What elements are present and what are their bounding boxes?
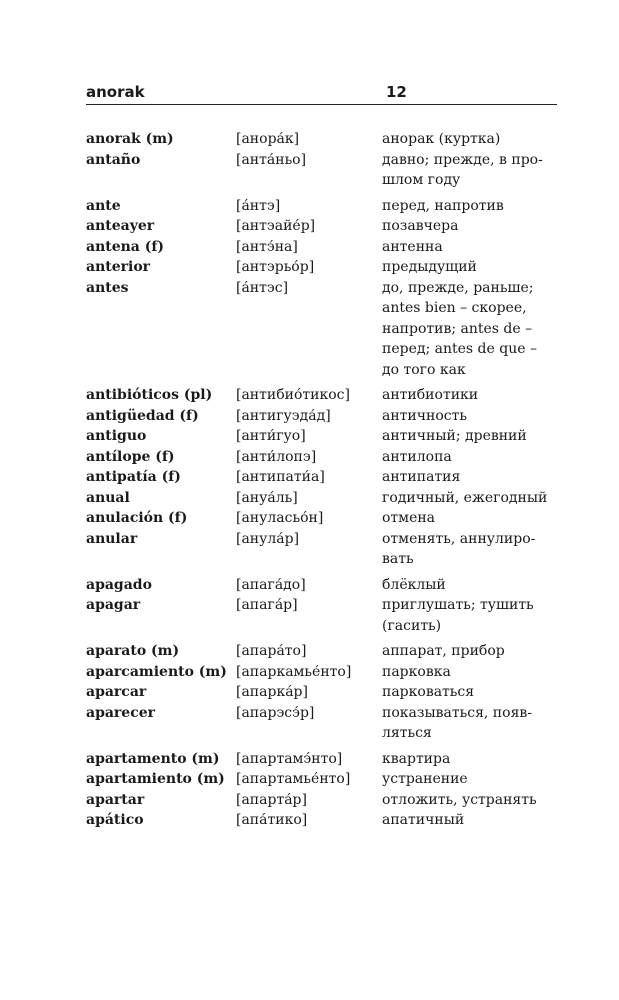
entry-term: aparcamiento (m) <box>86 663 227 680</box>
entry-term: apartar <box>86 791 145 808</box>
entry-pronunciation: [апарка́р] <box>236 684 308 700</box>
translation-line: позавчера <box>382 218 459 234</box>
entry-translation <box>382 196 557 217</box>
entry-pronunciation: [анти́лопэ] <box>236 448 317 465</box>
entry-term: apagar <box>86 597 141 613</box>
translation-line: квартира <box>382 750 451 767</box>
dictionary-entry <box>86 278 557 381</box>
translation-line: до того как <box>382 361 466 378</box>
translation-line: до, прежде, раньше; <box>382 279 534 296</box>
translation-line: апатичный <box>382 812 465 828</box>
translation-line: антипатия <box>382 469 461 485</box>
entry-pronunciation: [а́нтэ] <box>236 197 281 214</box>
entry-term: anular <box>86 530 138 547</box>
entry-translation <box>382 385 557 406</box>
entry-term: antes <box>86 279 129 296</box>
dictionary-entry <box>86 662 557 683</box>
entry-pronunciation: [апа́тико] <box>236 812 308 828</box>
entry-pronunciation: [анти́гуо] <box>236 428 306 444</box>
running-header <box>86 82 557 105</box>
entry-term: apartamento (m) <box>86 750 220 767</box>
entry-term: antipatía (f) <box>86 469 181 485</box>
entry-pronunciation: [антигуэда́д] <box>236 407 331 424</box>
dictionary-entry <box>86 216 557 237</box>
entry-translation <box>382 406 557 427</box>
entry-translation <box>382 237 557 258</box>
dictionary-entry <box>86 575 557 596</box>
dictionary-entry <box>86 769 557 790</box>
entry-translation <box>382 682 557 703</box>
translation-line: отмена <box>382 510 436 526</box>
dictionary-entry <box>86 406 557 427</box>
translation-line: парковка <box>382 663 451 680</box>
translation-line: приглушать; тушить <box>382 597 534 613</box>
translation-line: отменять, аннулиро- <box>382 530 536 547</box>
dictionary-entry <box>86 385 557 406</box>
entry-pronunciation: [апарэсэ́р] <box>236 704 315 721</box>
entry-pronunciation: [антэайе́р] <box>236 218 316 234</box>
entry-translation <box>382 257 557 278</box>
dictionary-entry <box>86 529 557 570</box>
entry-term: aparecer <box>86 704 156 721</box>
translation-line: устранение <box>382 771 468 787</box>
entry-pronunciation: [апага́р] <box>236 597 298 613</box>
translation-line: античность <box>382 407 467 424</box>
entry-translation <box>382 749 557 770</box>
translation-line: antes bien – скорее, <box>382 300 527 316</box>
dictionary-entry <box>86 488 557 509</box>
dictionary-entry <box>86 426 557 447</box>
translation-line: перед; antes de que – <box>382 341 537 357</box>
dictionary-entry <box>86 196 557 217</box>
entry-pronunciation: [апара́то] <box>236 643 307 659</box>
entry-term: aparcar <box>86 684 147 700</box>
entry-translation <box>382 703 557 744</box>
entry-term: anterior <box>86 259 151 275</box>
entry-pronunciation: [анула́р] <box>236 530 300 547</box>
translation-line: ляться <box>382 725 432 741</box>
dictionary-entry <box>86 790 557 811</box>
dictionary-entry <box>86 810 557 831</box>
translation-line: (гасить) <box>382 617 442 634</box>
translation-line: антилопа <box>382 448 452 465</box>
dictionary-entry <box>86 595 557 636</box>
translation-line: давно; прежде, в про- <box>382 151 543 168</box>
entry-translation <box>382 508 557 529</box>
translation-line: блёклый <box>382 576 446 593</box>
translation-line: анорак (куртка) <box>382 131 501 147</box>
entry-pronunciation: [анта́ньо] <box>236 151 307 168</box>
entry-translation <box>382 810 557 831</box>
dictionary-entry <box>86 447 557 468</box>
entry-pronunciation: [а́нтэс] <box>236 279 289 296</box>
entry-pronunciation: [антипати́а] <box>236 469 325 485</box>
entry-term: anorak (m) <box>86 131 174 147</box>
entry-translation <box>382 529 557 570</box>
entry-term: ante <box>86 197 121 214</box>
entry-translation <box>382 447 557 468</box>
translation-line: напротив; antes de – <box>382 320 533 337</box>
entry-translation <box>382 575 557 596</box>
dictionary-entry <box>86 257 557 278</box>
entry-term: aparato (m) <box>86 643 180 659</box>
entry-term: antigüedad (f) <box>86 407 199 424</box>
entry-translation <box>382 662 557 683</box>
entry-pronunciation: [ануласьо́н] <box>236 510 324 526</box>
dictionary-entry <box>86 641 557 662</box>
entry-term: antaño <box>86 151 141 168</box>
entry-term: apagado <box>86 576 152 593</box>
entry-pronunciation: [антэрьо́р] <box>236 259 315 275</box>
translation-line: шлом году <box>382 172 461 188</box>
entry-term: anteayer <box>86 218 155 234</box>
entry-translation <box>382 150 557 191</box>
dictionary-entry <box>86 150 557 191</box>
translation-line: вать <box>382 551 414 567</box>
page-number: 12 <box>386 83 407 101</box>
entry-term: antibióticos (pl) <box>86 387 213 403</box>
translation-line: перед, напротив <box>382 197 504 214</box>
entry-term: apático <box>86 812 144 828</box>
entry-pronunciation: [анора́к] <box>236 131 300 147</box>
translation-line: антибиотики <box>382 387 479 403</box>
entry-pronunciation: [апарта́р] <box>236 791 307 808</box>
entry-pronunciation: [антибио́тикос] <box>236 387 350 403</box>
entry-term: antena (f) <box>86 238 165 255</box>
dictionary-entry <box>86 508 557 529</box>
entry-term: anual <box>86 489 130 506</box>
translation-line: античный; древний <box>382 428 527 444</box>
dictionary-entry <box>86 703 557 744</box>
dictionary-entry <box>86 749 557 770</box>
translation-line: предыдущий <box>382 259 477 275</box>
entry-translation <box>382 426 557 447</box>
entry-pronunciation: [апаркамье́нто] <box>236 663 352 680</box>
entry-translation <box>382 216 557 237</box>
entry-term: anulación (f) <box>86 510 188 526</box>
entry-translation <box>382 129 557 150</box>
dictionary-entry <box>86 682 557 703</box>
translation-line: отложить, устранять <box>382 791 537 808</box>
entry-pronunciation: [апартамье́нто] <box>236 771 351 787</box>
entry-translation <box>382 488 557 509</box>
entry-pronunciation: [апартамэ́нто] <box>236 750 343 767</box>
dictionary-entry <box>86 467 557 488</box>
header-guide-word: anorak <box>86 83 145 101</box>
entry-term: antílope (f) <box>86 448 175 465</box>
entry-translation <box>382 595 557 636</box>
entry-pronunciation: [апага́до] <box>236 576 306 593</box>
translation-line: показываться, появ- <box>382 704 533 721</box>
entry-translation <box>382 769 557 790</box>
dictionary-entries <box>86 129 557 831</box>
entry-term: antiguo <box>86 428 147 444</box>
entry-translation <box>382 641 557 662</box>
translation-line: парковаться <box>382 684 475 700</box>
entry-term: apartamiento (m) <box>86 771 225 787</box>
translation-line: годичный, ежегодный <box>382 489 548 506</box>
entry-pronunciation: [ануа́ль] <box>236 489 298 506</box>
entry-translation <box>382 278 557 381</box>
translation-line: антенна <box>382 238 443 255</box>
translation-line: аппарат, прибор <box>382 643 505 659</box>
entry-translation <box>382 467 557 488</box>
dictionary-entry <box>86 237 557 258</box>
entry-pronunciation: [антэ́на] <box>236 238 298 255</box>
dictionary-entry <box>86 129 557 150</box>
entry-translation <box>382 790 557 811</box>
